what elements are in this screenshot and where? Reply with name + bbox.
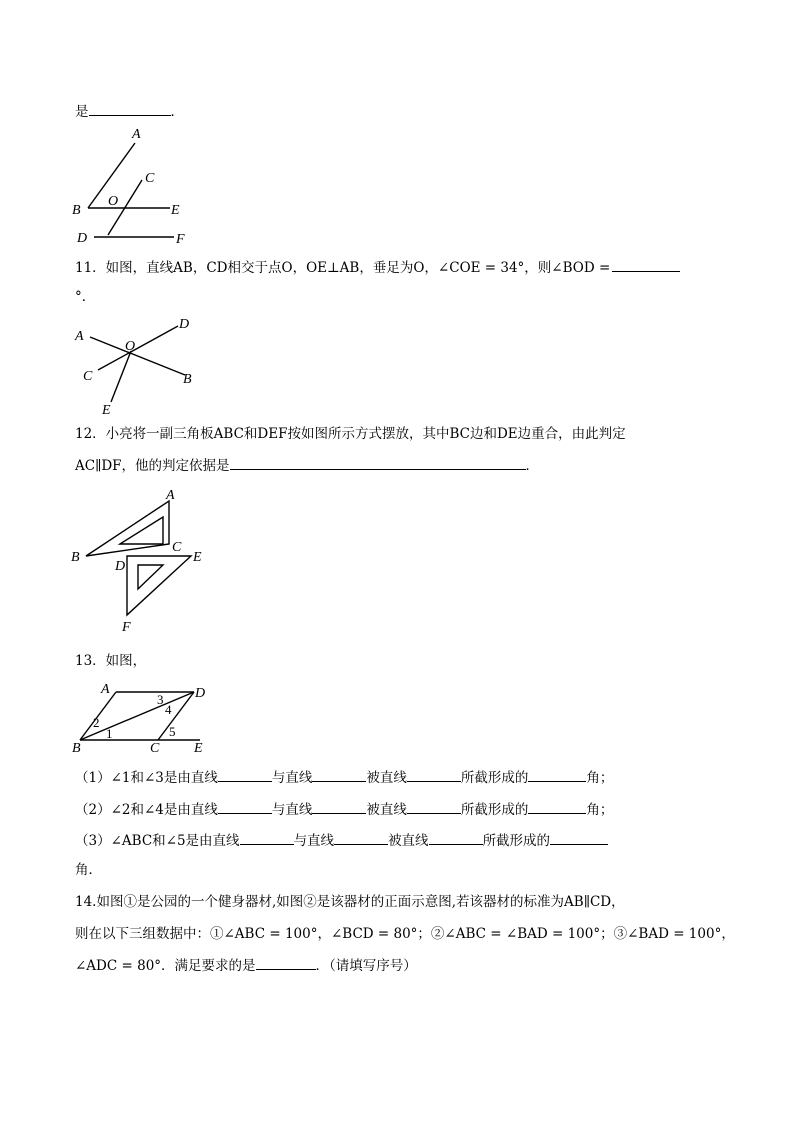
q13-p3-blank-1[interactable]: [240, 831, 294, 845]
q13-p2-blank-2[interactable]: [312, 800, 366, 814]
label-e: E: [193, 550, 202, 565]
figure-q13: [70, 680, 220, 756]
q13-p3-text-c: 被直线: [388, 833, 429, 849]
label-d: D: [179, 317, 190, 332]
q14-text-1: 14.如图①是公园的一个健身器材,如图②是该器材的正面示意图,若该器材的标准为AB∥CD，: [75, 894, 625, 910]
q13-p2-text-e: 角；: [586, 802, 614, 818]
q10-line: [75, 102, 184, 121]
q13-p1-blank-3[interactable]: [407, 768, 461, 782]
q13-stem-text: 13．如图，: [75, 653, 147, 669]
label-d: D: [77, 231, 88, 246]
q13-p3-text-b: 与直线: [293, 833, 335, 849]
q10-suffix: ．: [170, 104, 184, 120]
label-a: A: [132, 127, 141, 142]
q13-p2-blank-3[interactable]: [407, 800, 461, 814]
q14-answer-blank[interactable]: [256, 956, 316, 970]
q14-line3: [75, 956, 417, 975]
q11-line1: [75, 258, 680, 277]
q13-p3-text-d: 所截形成的: [482, 833, 551, 849]
q11-answer-blank[interactable]: [612, 258, 680, 272]
q13-stem: [75, 652, 146, 670]
q11-line2: [75, 288, 95, 306]
q11-text-tail: °．: [75, 289, 96, 305]
label-c: C: [172, 540, 182, 555]
label-a: A: [101, 682, 110, 697]
q12-text: 12．小亮将一副三角板ABC和DEF按如图所示方式摆放，其中BC边和DE边重合，由此判定: [75, 426, 626, 442]
q13-p2-blank-4[interactable]: [528, 800, 586, 814]
label-e: E: [194, 741, 203, 756]
q13-p2-text-a: （2）∠2和∠4是由直线: [75, 802, 218, 818]
q13-part3-tail: [75, 861, 102, 879]
q13-part3: [75, 831, 608, 850]
q13-p3-text-e: 角．: [75, 862, 102, 878]
q13-part1: [75, 768, 613, 787]
q10-answer-blank[interactable]: [89, 102, 171, 116]
q13-p3-blank-4[interactable]: [550, 831, 608, 845]
q12-line2: [75, 456, 539, 475]
label-o: O: [125, 339, 136, 354]
q13-p1-text-e: 角；: [586, 770, 614, 786]
label-e: E: [102, 403, 111, 418]
label-d: D: [115, 559, 126, 574]
q13-p3-blank-2[interactable]: [334, 831, 388, 845]
q13-p2-text-b: 与直线: [271, 802, 313, 818]
q13-p1-text-a: （1）∠1和∠3是由直线: [75, 770, 218, 786]
label-b: B: [72, 741, 81, 756]
line-ab: [90, 337, 185, 375]
label-b: B: [72, 203, 81, 218]
q13-p2-blank-1[interactable]: [218, 800, 272, 814]
q12-text-2: AC∥DF，他的判定依据是: [75, 458, 230, 474]
q13-p1-text-c: 被直线: [366, 770, 407, 786]
q13-p1-text-d: 所截形成的: [460, 770, 529, 786]
label-c: C: [145, 171, 155, 186]
q12-suffix: ．: [525, 458, 540, 474]
label-b: B: [71, 550, 80, 565]
q13-p2-text-d: 所截形成的: [460, 802, 529, 818]
q13-p1-blank-4[interactable]: [528, 768, 586, 782]
q13-p2-text-c: 被直线: [366, 802, 407, 818]
label-d: D: [195, 686, 206, 701]
label-a: A: [75, 329, 84, 344]
q14-text-2: 则在以下三组数据中：①∠ABC = 100°，∠BCD = 80°；②∠ABC = ∠BAD = 100°；③∠BAD = 100°，: [75, 926, 735, 942]
label-o: O: [108, 194, 119, 209]
label-e: E: [171, 203, 180, 218]
label-c: C: [83, 369, 93, 384]
line-oe: [111, 351, 131, 402]
triangle-abc-inner: [120, 517, 163, 544]
label-c: C: [150, 741, 160, 756]
q13-part2: [75, 800, 613, 819]
q14-line2: [75, 925, 735, 943]
q13-p1-text-b: 与直线: [271, 770, 313, 786]
figure-q11: [70, 315, 210, 420]
triangle-abc: [86, 501, 169, 556]
q11-text: 11．如图，直线AB，CD相交于点O，OE⊥AB，垂足为O，∠COE = 34°，则∠BOD =: [75, 260, 611, 276]
q13-p3-blank-3[interactable]: [429, 831, 483, 845]
angle-2: 2: [93, 715, 100, 730]
q12-line1: [75, 425, 626, 443]
q13-p1-blank-2[interactable]: [312, 768, 366, 782]
label-f: F: [122, 620, 131, 635]
label-a: A: [166, 488, 175, 503]
label-f: F: [176, 232, 185, 247]
line-cd: [98, 326, 178, 370]
angle-1: 1: [106, 726, 113, 741]
q10-prefix: 是: [75, 104, 89, 120]
angle-5: 5: [169, 724, 176, 739]
q13-p1-blank-1[interactable]: [218, 768, 272, 782]
q14-text-4: ．（请填写序号）: [315, 958, 417, 974]
q13-p3-text-a: （3）∠ABC和∠5是由直线: [75, 833, 240, 849]
figure-q12: [68, 485, 218, 637]
q14-text-3: ∠ADC = 80°．满足要求的是: [75, 958, 256, 974]
q14-line1: [75, 893, 625, 911]
figure-q10: [70, 125, 200, 247]
angle-3: 3: [157, 692, 164, 707]
angle-4: 4: [165, 702, 172, 717]
label-b: B: [183, 372, 192, 387]
q12-answer-blank[interactable]: [230, 456, 526, 470]
